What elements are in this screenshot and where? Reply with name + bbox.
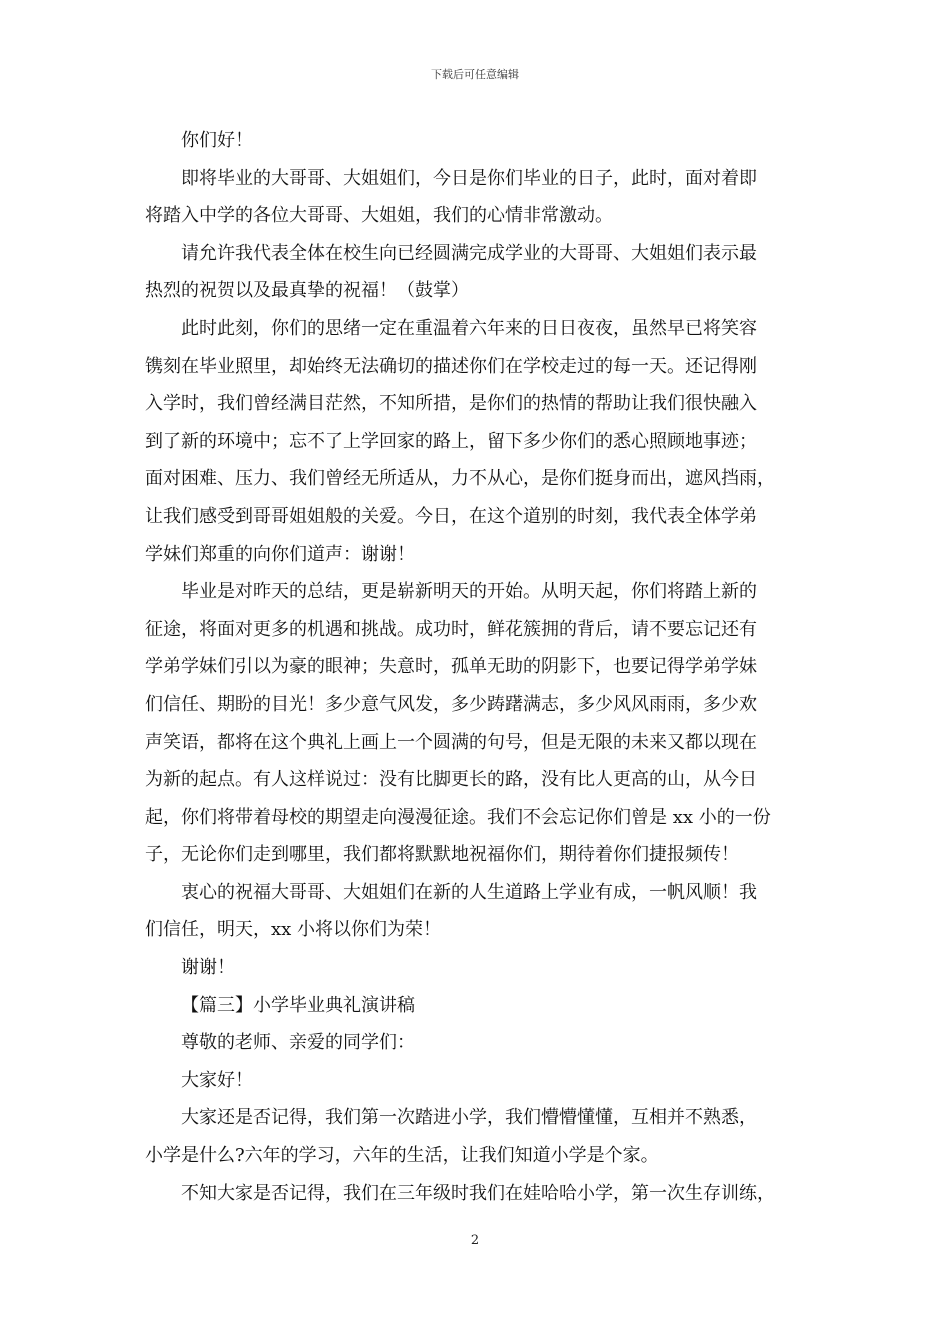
page-number: 2 <box>470 1233 480 1248</box>
text-line: 面对困难、压力、我们曾经无所适从，力不从心，是你们挺身而出，遮风挡雨， <box>145 468 775 490</box>
text-line: 子，无论你们走到哪里，我们都将默默地祝福你们，期待着你们捷报频传！ <box>145 844 739 866</box>
text-line: 为新的起点。有人这样说过：没有比脚更长的路，没有比人更高的山，从今日 <box>145 769 757 791</box>
text-line: 大家好！ <box>181 1069 253 1091</box>
text-line: 尊敬的老师、亲爱的同学们： <box>181 1032 415 1054</box>
page-header-note: 下载后可任意编辑 <box>431 68 519 81</box>
text-line: 你们好！ <box>181 130 253 151</box>
document-body <box>145 122 810 1212</box>
text-line: 【篇三】小学毕业典礼演讲稿 <box>181 994 415 1016</box>
text-line: 此时此刻，你们的思绪一定在重温着六年来的日日夜夜，虽然早已将笑容 <box>181 317 757 339</box>
text-line: 将踏入中学的各位大哥哥、大姐姐，我们的心情非常激动。 <box>145 205 613 227</box>
text-line: 征途，将面对更多的机遇和挑战。成功时，鲜花簇拥的背后，请不要忘记还有 <box>145 618 757 640</box>
text-line: 学弟学妹们引以为豪的眼神；失意时，孤单无助的阴影下，也要记得学弟学妹 <box>145 656 757 678</box>
text-line: 大家还是否记得，我们第一次踏进小学，我们懵懵懂懂，互相并不熟悉， <box>181 1107 757 1129</box>
text-line: 热烈的祝贺以及最真挚的祝福！（鼓掌） <box>145 280 469 302</box>
text-line: 起，你们将带着母校的期望走向漫漫征途。我们不会忘记你们曾是 xx 小的一份 <box>145 806 771 828</box>
text-line: 到了新的环境中；忘不了上学回家的路上，留下多少你们的悉心照顾地事迹； <box>145 430 757 452</box>
text-line: 毕业是对昨天的总结，更是崭新明天的开始。从明天起，你们将踏上新的 <box>181 581 757 603</box>
text-line: 请允许我代表全体在校生向已经圆满完成学业的大哥哥、大姐姐们表示最 <box>181 242 757 264</box>
text-line: 即将毕业的大哥哥、大姐姐们，今日是你们毕业的日子，此时，面对着即 <box>181 167 757 189</box>
text-line: 小学是什么?六年的学习，六年的生活，让我们知道小学是个家。 <box>145 1145 659 1167</box>
text-line: 们信任，明天，xx 小将以你们为荣！ <box>145 919 442 941</box>
text-line: 镌刻在毕业照里，却始终无法确切的描述你们在学校走过的每一天。还记得刚 <box>145 355 757 377</box>
text-line: 入学时，我们曾经满目茫然，不知所措，是你们的热情的帮助让我们很快融入 <box>145 393 757 415</box>
text-line: 们信任、期盼的目光！多少意气风发，多少踌躇满志，多少风风雨雨，多少欢 <box>145 693 757 715</box>
text-line: 学妹们郑重的向你们道声：谢谢！ <box>145 543 415 565</box>
text-line: 让我们感受到哥哥姐姐般的关爱。今日，在这个道别的时刻，我代表全体学弟 <box>145 505 757 527</box>
text-line: 谢谢！ <box>181 957 235 979</box>
text-line: 声笑语，都将在这个典礼上画上一个圆满的句号，但是无限的未来又都以现在 <box>145 731 757 753</box>
text-line: 衷心的祝福大哥哥、大姐姐们在新的人生道路上学业有成，一帆风顺！我 <box>181 881 757 903</box>
text-line: 不知大家是否记得，我们在三年级时我们在娃哈哈小学，第一次生存训练， <box>181 1182 775 1204</box>
